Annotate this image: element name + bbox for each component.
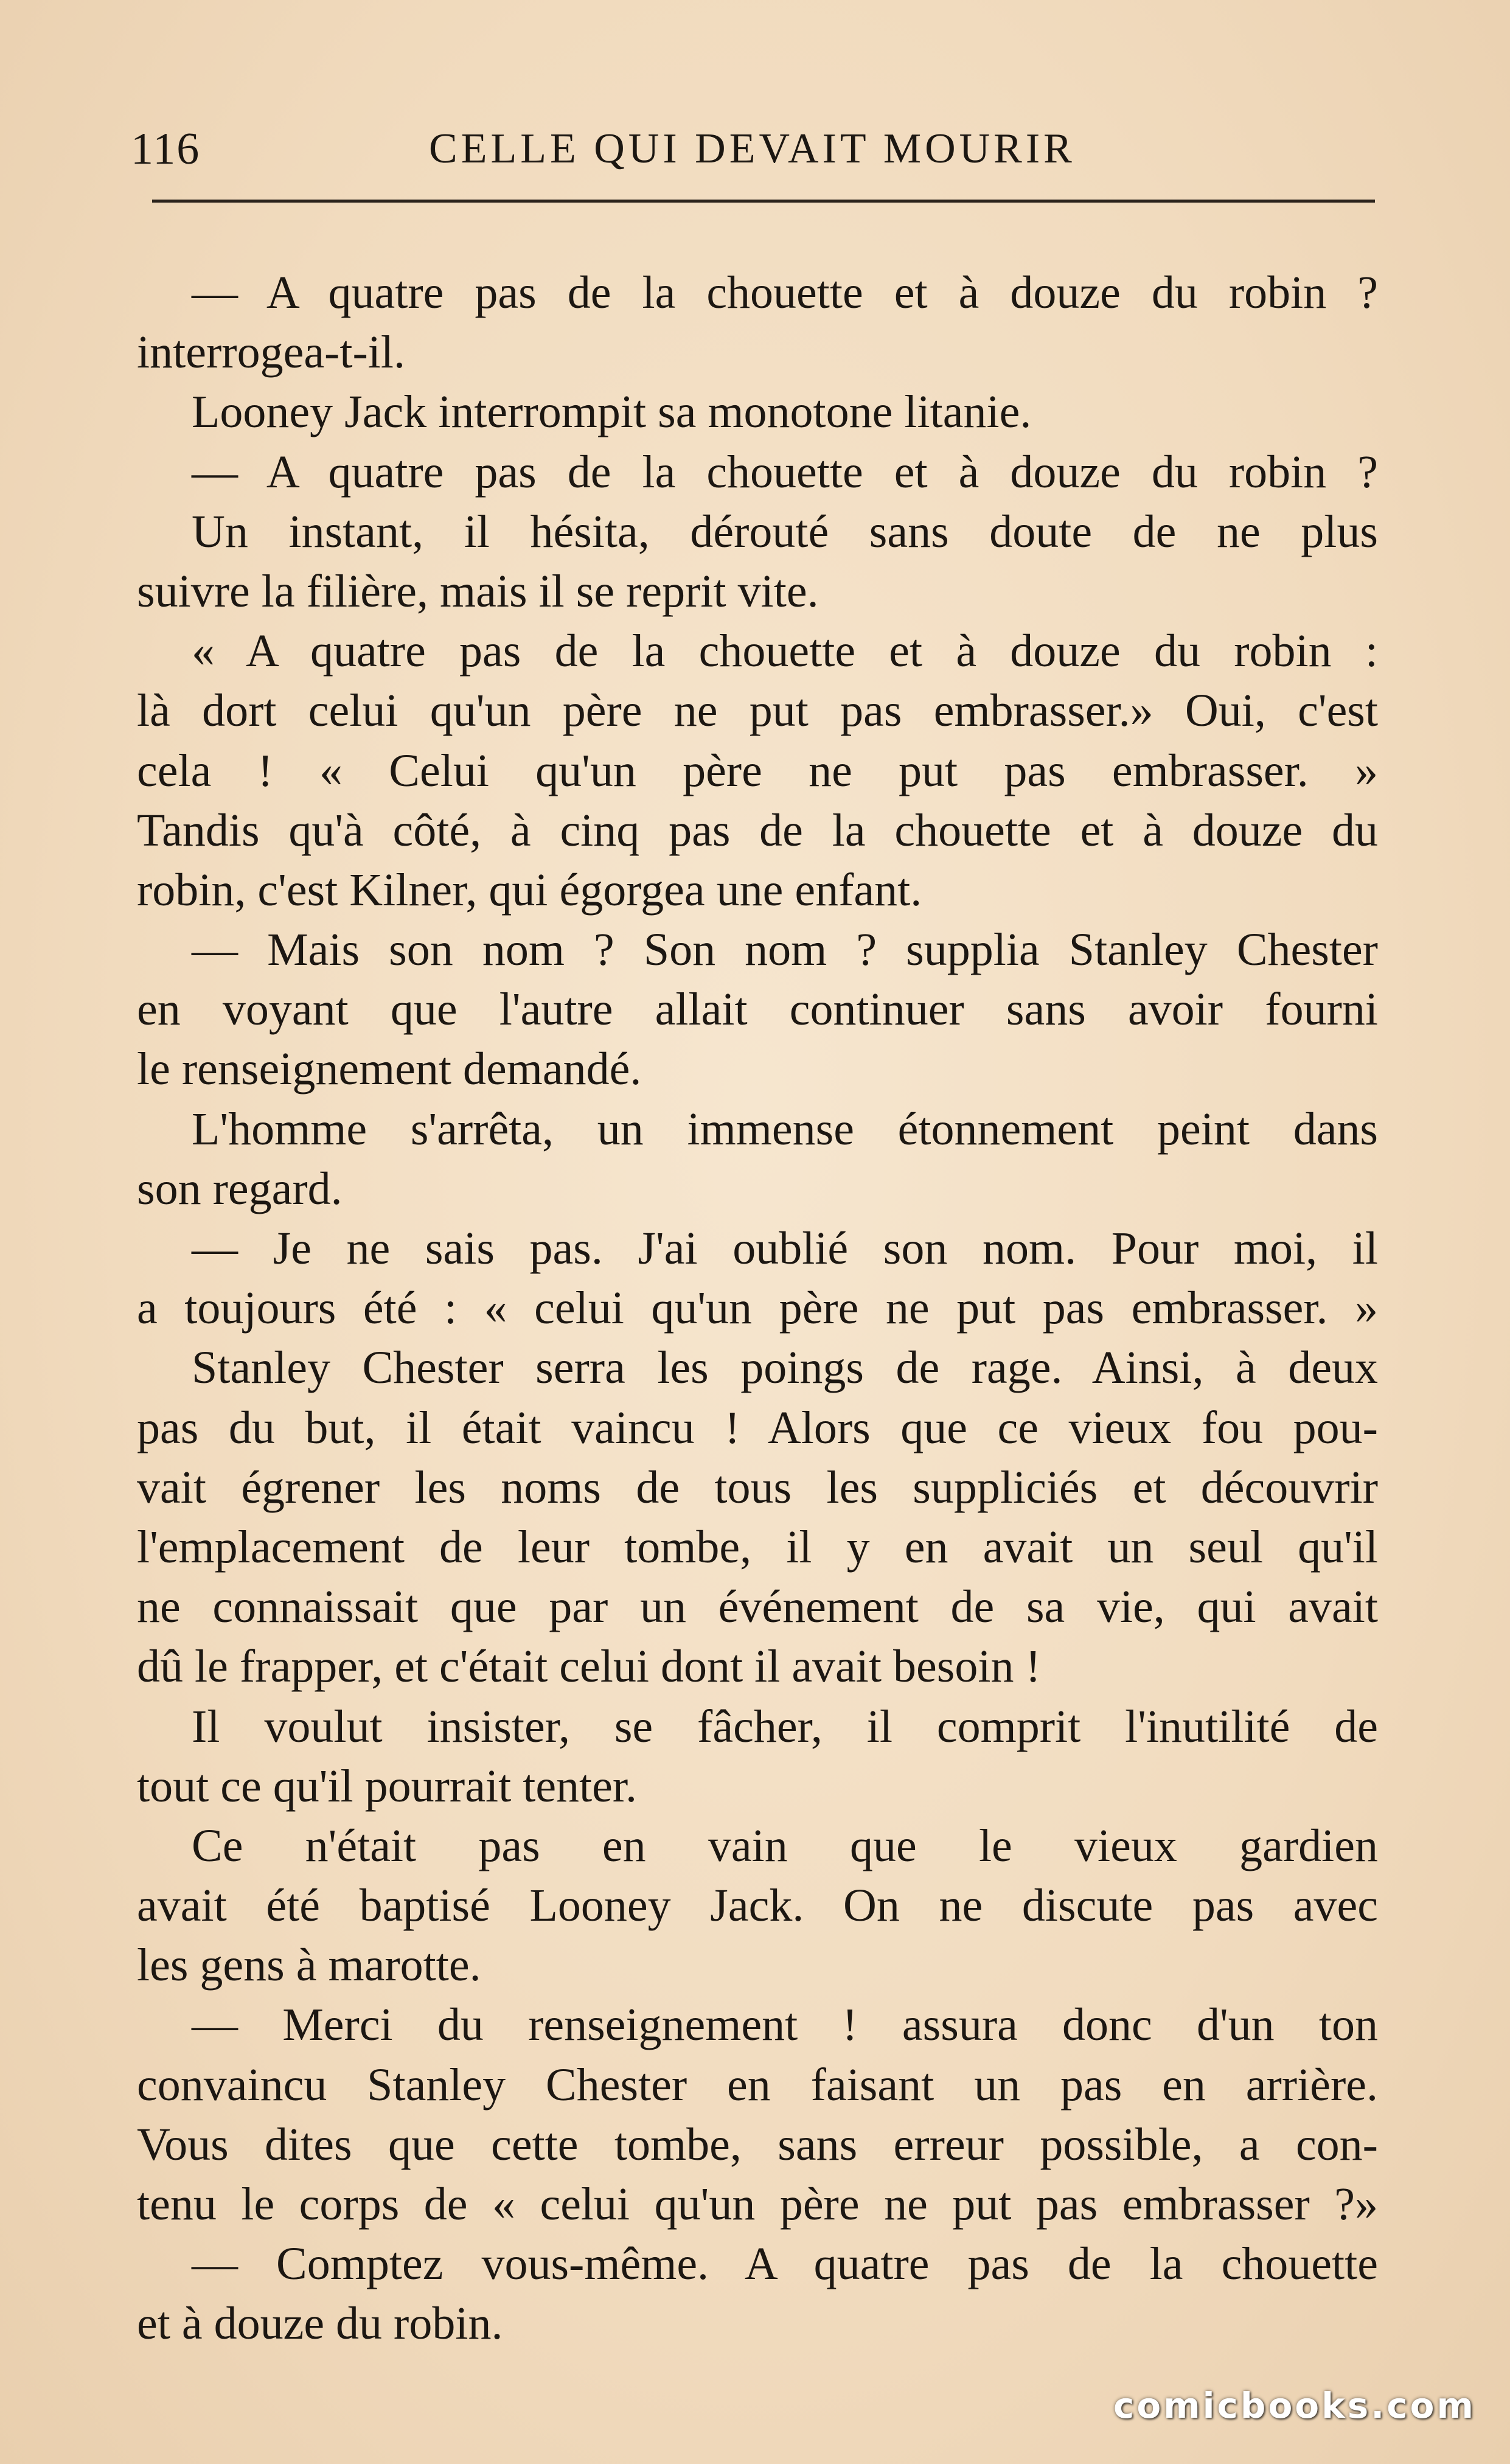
page-header [131, 119, 1375, 179]
text-line: et à douze du robin. [137, 2298, 503, 2350]
text-line: « A quatre pas de la chouette et à douze du robin : [192, 625, 1378, 677]
text-line: — A quatre pas de la chouette et à douze du robin ? [192, 446, 1378, 498]
text-line: Vous dites que cette tombe, sans erreur possible, a con- [137, 2118, 1378, 2170]
text-line: cela ! « Celui qu'un père ne put pas embrasser. » [137, 745, 1378, 796]
text-line: Ce n'était pas en vain que le vieux gardien [192, 1820, 1378, 1871]
text-line: vait égrener les noms de tous les suppliciés et découvrir [137, 1461, 1378, 1513]
text-line: les gens à marotte. [137, 1940, 481, 1991]
text-line: Il voulut insister, se fâcher, il comprit l'inutilité de [192, 1700, 1378, 1752]
text-line: avait été baptisé Looney Jack. On ne discute pas avec [137, 1880, 1378, 1932]
text-line: — A quatre pas de la chouette et à douze du robin ? [192, 267, 1378, 318]
text-line: en voyant que l'autre allait continuer sans avoir fourni [137, 984, 1378, 1035]
watermark: comicbooks.com [1113, 2385, 1476, 2426]
text-line: son regard. [137, 1163, 343, 1214]
text-line: — Comptez vous-même. A quatre pas de la chouette [192, 2238, 1378, 2290]
header-rule [152, 200, 1375, 203]
text-line: ne connaissait que par un événement de sa vie, qui avait [137, 1581, 1378, 1633]
text-line: — Je ne sais pas. J'ai oublié son nom. Pour moi, il [192, 1223, 1378, 1274]
text-line: — Merci du renseignement ! assura donc d'un ton [192, 1999, 1378, 2051]
text-line: Tandis qu'à côté, à cinq pas de la chouette et à douze du [137, 804, 1378, 856]
text-line: L'homme s'arrêta, un immense étonnement peint dans [192, 1103, 1378, 1155]
text-line: Stanley Chester serra les poings de rage. Ainsi, à deux [192, 1342, 1378, 1394]
running-title: CELLE QUI DEVAIT MOURIR [429, 125, 1076, 172]
text-line: interrogea-t-il. [137, 327, 406, 378]
text-line: là dort celui qu'un père ne put pas embrasser.» Oui, c'est [137, 685, 1378, 737]
page-number: 116 [131, 124, 201, 174]
text-line: tout ce qu'il pourrait tenter. [137, 1760, 638, 1812]
text-line: Looney Jack interrompit sa monotone litanie. [192, 386, 1032, 438]
text-line: — Mais son nom ? Son nom ? supplia Stanley Chester [192, 924, 1378, 976]
text-line: Un instant, il hésita, dérouté sans doute de ne plus [192, 506, 1378, 557]
text-line: convaincu Stanley Chester en faisant un pas en arrière. [137, 2059, 1378, 2111]
text-line: robin, c'est Kilner, qui égorgea une enfant. [137, 864, 922, 916]
text-line: dû le frapper, et c'était celui dont il avait besoin ! [137, 1641, 1041, 1693]
text-line: a toujours été : « celui qu'un père ne put pas embrasser. » [137, 1282, 1378, 1334]
text-line: le renseignement demandé. [137, 1043, 642, 1095]
text-line: tenu le corps de « celui qu'un père ne put pas embrasser ?» [137, 2179, 1378, 2230]
text-line: suivre la filière, mais il se reprit vite. [137, 565, 819, 617]
text-line: pas du but, il était vaincu ! Alors que ce vieux fou pou- [137, 1402, 1378, 1453]
body-text [137, 263, 1378, 2354]
text-line: l'emplacement de leur tombe, il y en avait un seul qu'il [137, 1521, 1378, 1573]
